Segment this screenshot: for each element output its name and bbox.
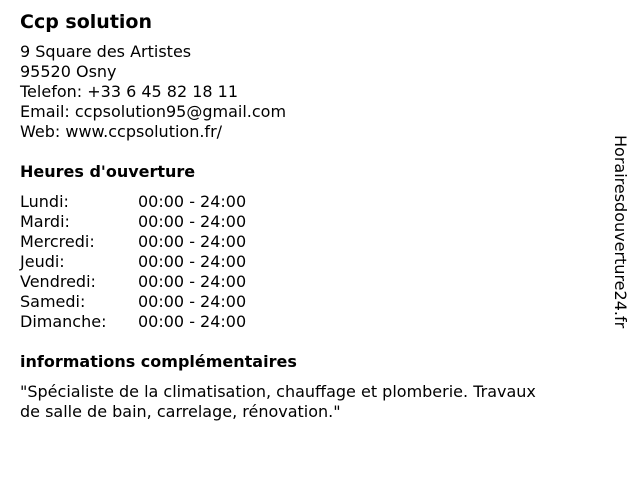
email-line: Email: ccpsolution95@gmail.com [20,102,287,121]
hours-day-label: Vendredi: [20,272,96,291]
hours-day-label: Lundi: [20,192,69,211]
hours-time-value: 00:00 - 24:00 [138,292,247,311]
hours-time-value: 00:00 - 24:00 [138,232,247,251]
business-card [20,10,600,422]
info-heading: informations complémentaires [20,352,297,371]
hours-table [20,192,600,332]
info-description: "Spécialiste de la climatisation, chauffage et plomberie. Travaux de salle de bain, carrelage, rénovation." [20,382,536,421]
hours-row-thursday [20,252,600,272]
address-city: 95520 Osny [20,62,117,81]
hours-row-wednesday [20,232,600,252]
hours-day-label: Samedi: [20,292,86,311]
site-watermark: Horairesdouverture24.fr [611,135,630,329]
hours-day-label: Jeudi: [20,252,65,271]
hours-row-monday [20,192,600,212]
hours-row-saturday [20,292,600,312]
hours-row-tuesday [20,212,600,232]
address-street: 9 Square des Artistes [20,42,192,61]
hours-time-value: 00:00 - 24:00 [138,312,247,331]
hours-time-value: 00:00 - 24:00 [138,252,247,271]
hours-time-value: 00:00 - 24:00 [138,212,247,231]
hours-day-label: Dimanche: [20,312,107,331]
hours-row-friday [20,272,600,292]
business-name: Ccp solution [20,11,152,33]
hours-day-label: Mardi: [20,212,70,231]
hours-time-value: 00:00 - 24:00 [138,192,247,211]
hours-heading: Heures d'ouverture [20,162,196,181]
phone-line: Telefon: +33 6 45 82 18 11 [20,82,239,101]
hours-row-sunday [20,312,600,332]
web-line: Web: www.ccpsolution.fr/ [20,122,223,141]
hours-time-value: 00:00 - 24:00 [138,272,247,291]
hours-day-label: Mercredi: [20,232,95,251]
